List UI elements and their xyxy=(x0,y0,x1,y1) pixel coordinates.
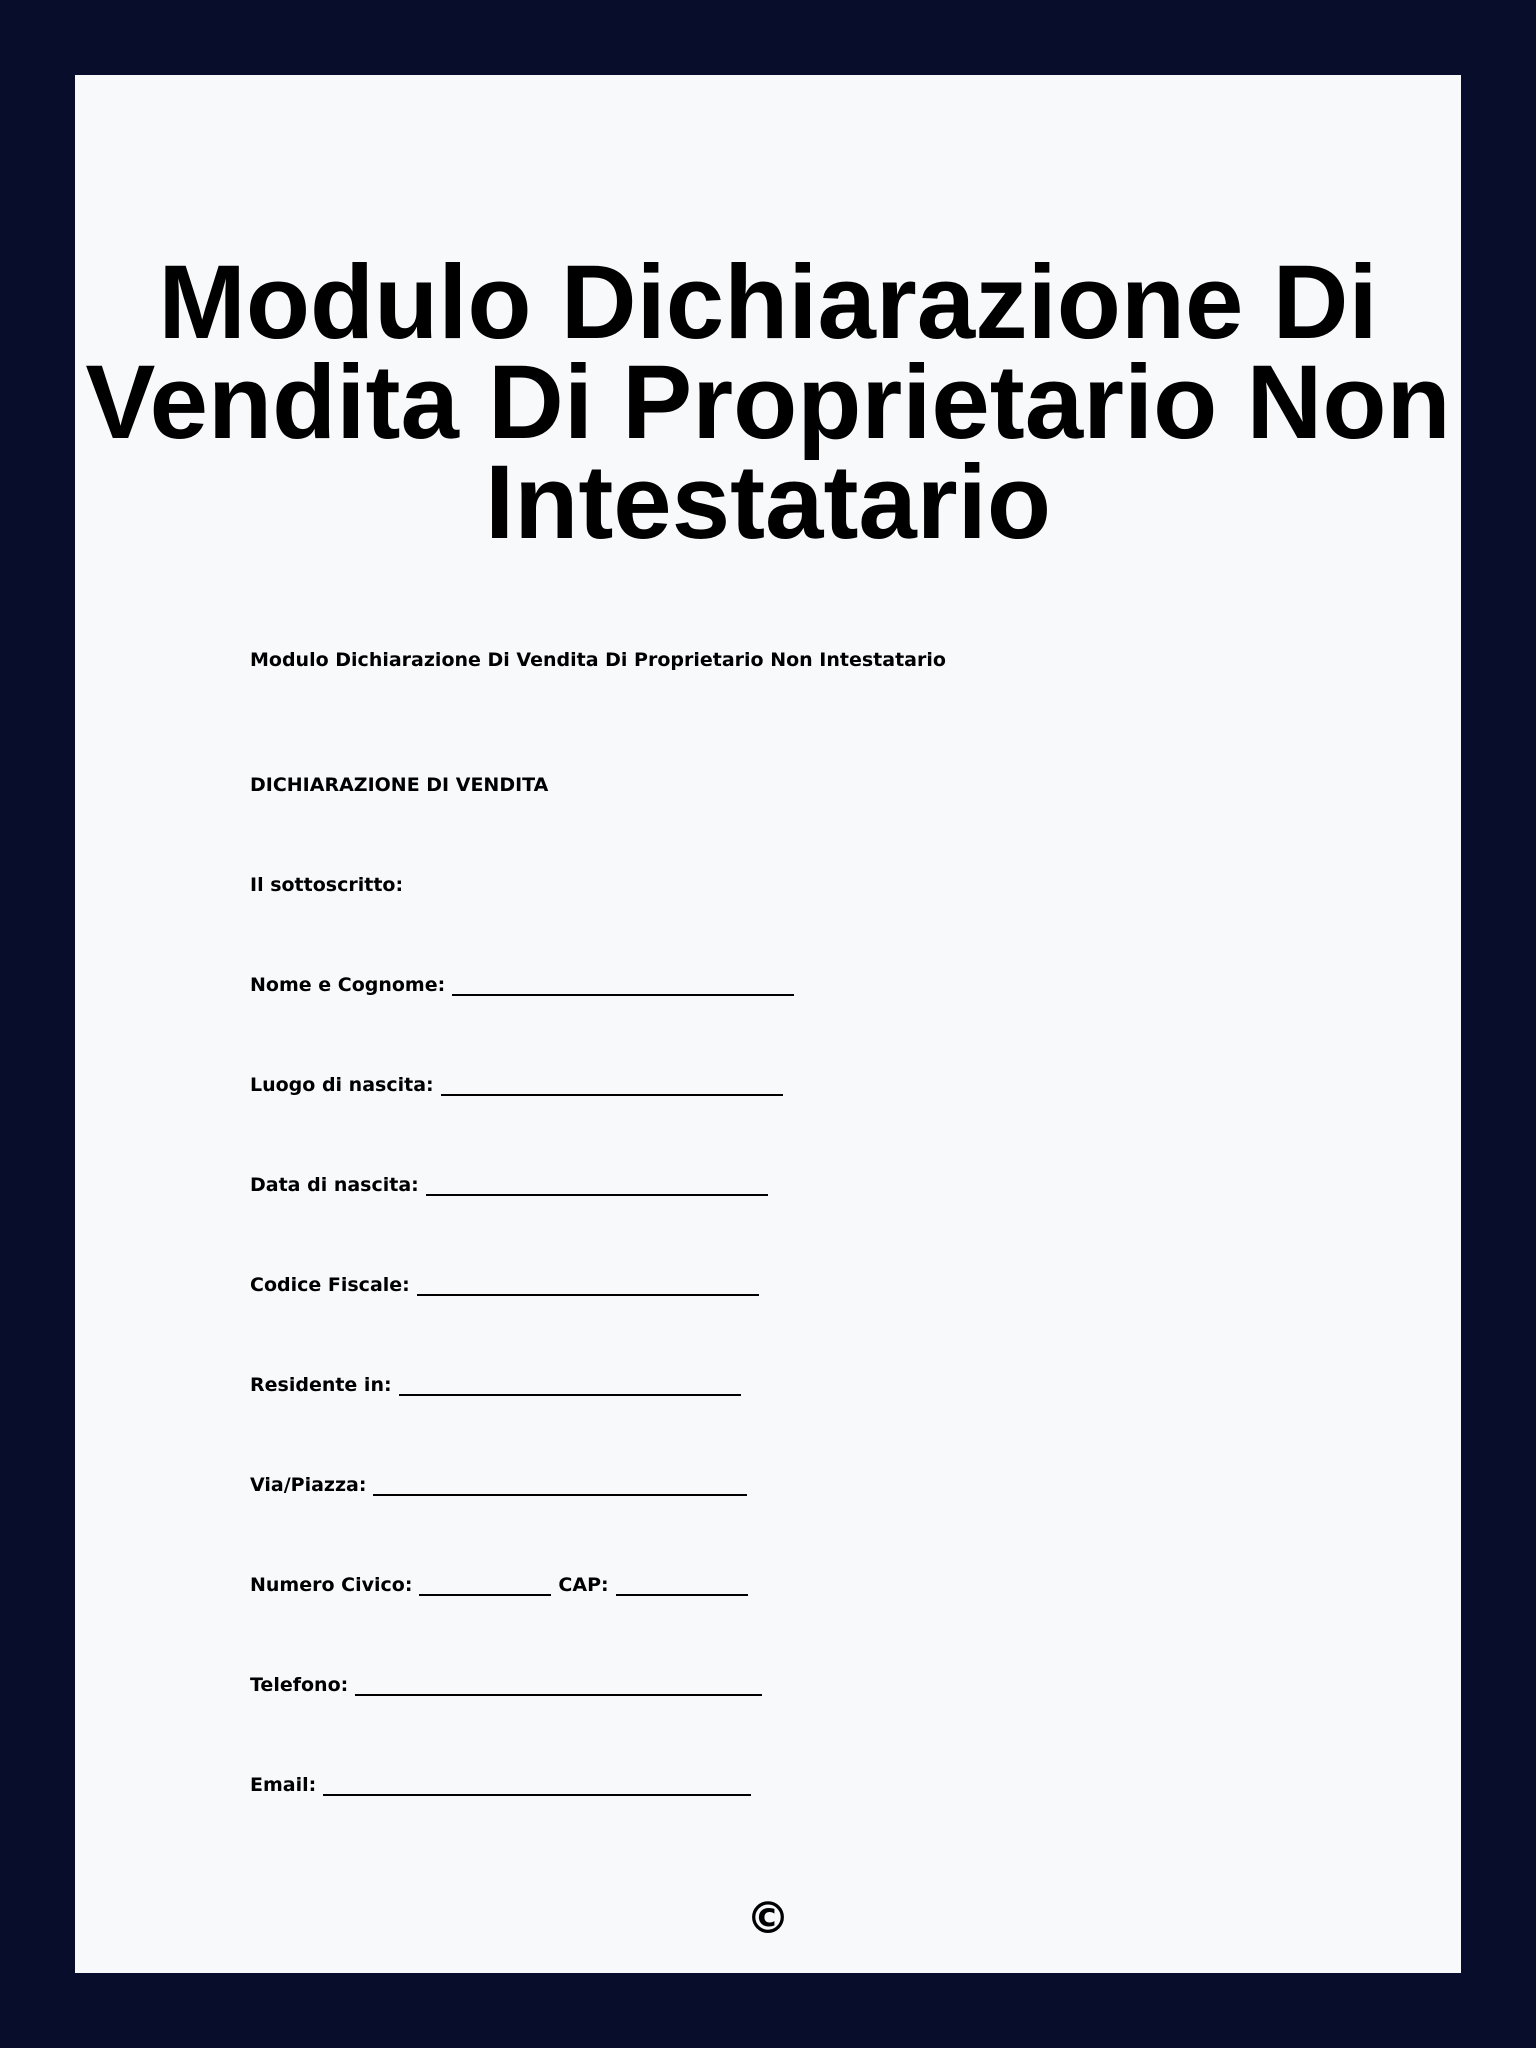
document-subtitle: Modulo Dichiarazione Di Vendita Di Proprietario Non Intestatario xyxy=(250,649,946,671)
field-via-piazza-blank[interactable] xyxy=(373,1476,747,1496)
field-telefono-label: Telefono: xyxy=(250,1674,349,1696)
copyright-symbol: © xyxy=(746,1893,790,1944)
field-numero-civico-cap xyxy=(250,1574,748,1596)
document-page xyxy=(75,75,1461,1973)
field-data-nascita xyxy=(250,1174,768,1196)
field-residente-blank[interactable] xyxy=(399,1376,741,1396)
field-numero-civico-blank[interactable] xyxy=(419,1576,551,1596)
field-numero-civico-label: Numero Civico: xyxy=(250,1574,413,1596)
section-heading-text: DICHIARAZIONE DI VENDITA xyxy=(250,774,549,796)
section-heading xyxy=(250,774,548,796)
field-email xyxy=(250,1774,751,1796)
field-nome-cognome-blank[interactable] xyxy=(452,976,794,996)
field-nome-cognome-label: Nome e Cognome: xyxy=(250,974,446,996)
field-codice-fiscale-blank[interactable] xyxy=(417,1276,759,1296)
field-codice-fiscale xyxy=(250,1274,759,1296)
intro-line xyxy=(250,874,403,896)
field-cap-label: CAP: xyxy=(558,1574,609,1596)
field-telefono xyxy=(250,1674,762,1696)
field-email-label: Email: xyxy=(250,1774,317,1796)
field-data-nascita-blank[interactable] xyxy=(426,1176,768,1196)
field-residente xyxy=(250,1374,741,1396)
field-data-nascita-label: Data di nascita: xyxy=(250,1174,419,1196)
field-nome-cognome xyxy=(250,974,794,996)
field-luogo-nascita xyxy=(250,1074,783,1096)
field-telefono-blank[interactable] xyxy=(355,1676,762,1696)
field-codice-fiscale-label: Codice Fiscale: xyxy=(250,1274,410,1296)
field-luogo-nascita-label: Luogo di nascita: xyxy=(250,1074,434,1096)
field-cap-blank[interactable] xyxy=(616,1576,748,1596)
field-residente-label: Residente in: xyxy=(250,1374,392,1396)
intro-text: Il sottoscritto: xyxy=(250,874,404,896)
document-title: Modulo Dichiarazione Di Vendita Di Proprietario Non Intestatario xyxy=(85,244,1451,561)
field-via-piazza xyxy=(250,1474,747,1496)
field-email-blank[interactable] xyxy=(323,1776,751,1796)
field-via-piazza-label: Via/Piazza: xyxy=(250,1474,367,1496)
field-luogo-nascita-blank[interactable] xyxy=(441,1076,783,1096)
